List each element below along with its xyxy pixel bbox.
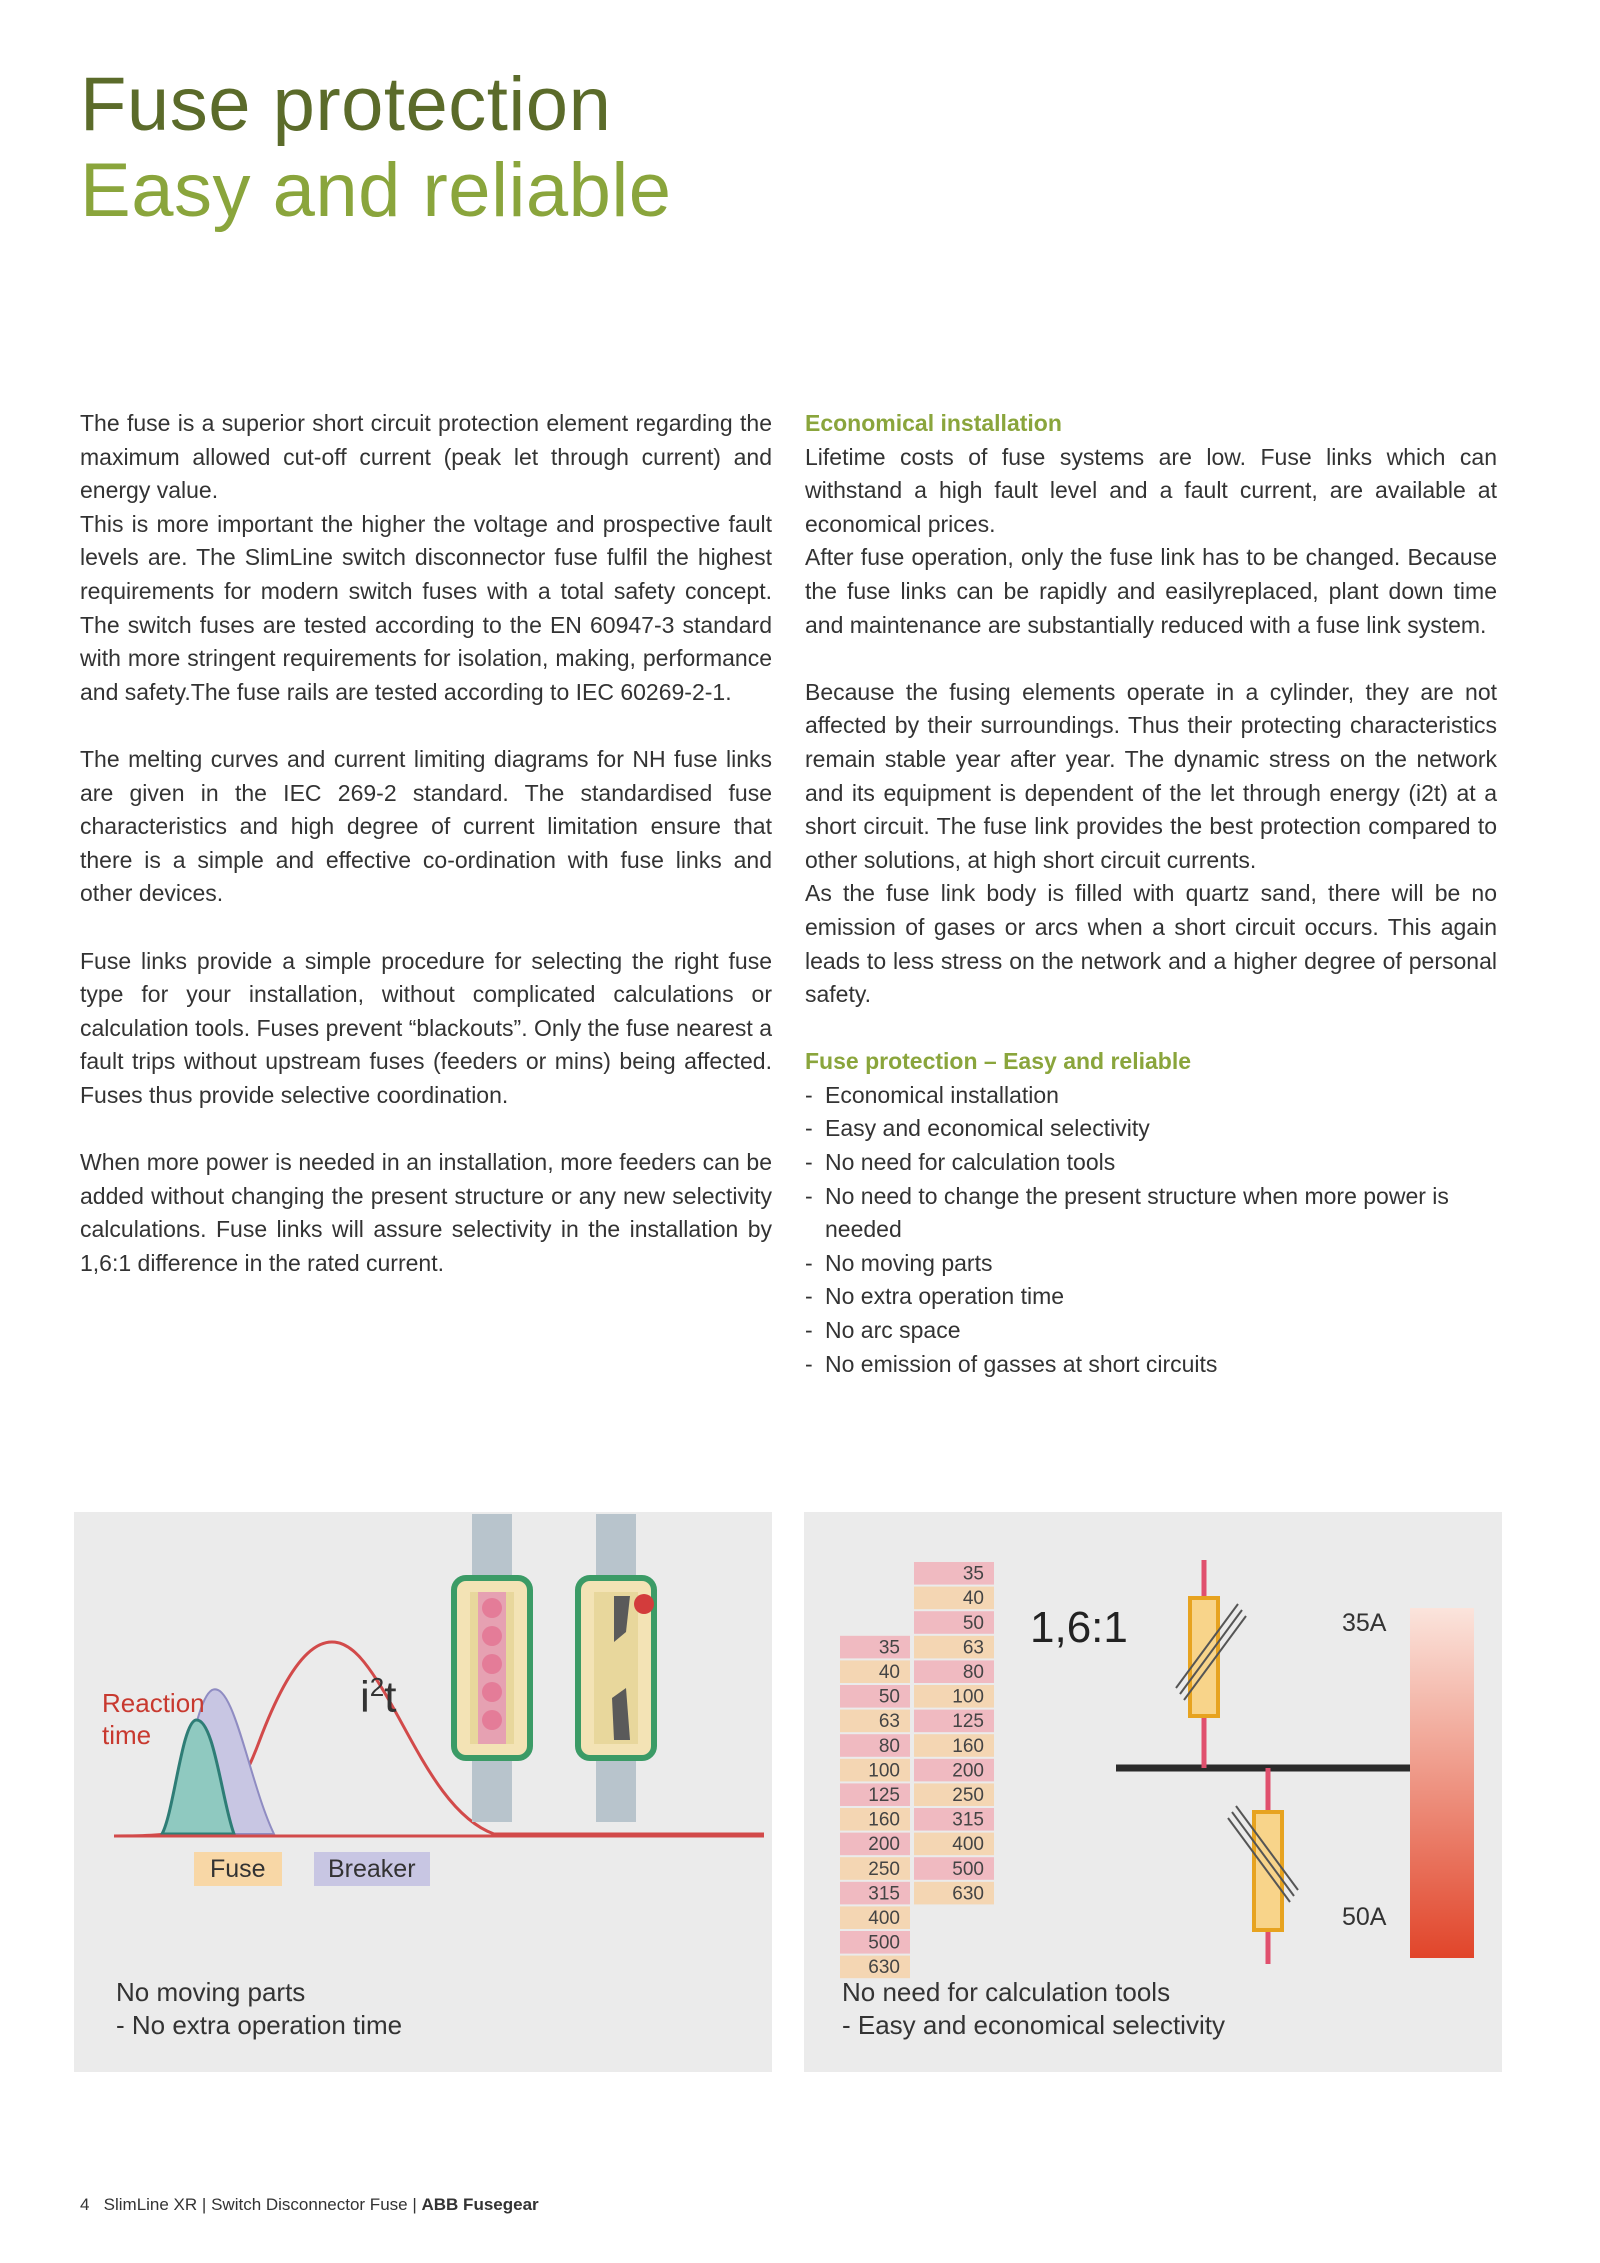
paragraph: When more power is needed in an installation, more feeders can be added without changing the present structure or any new selectivity calculations. Fuse links will assure selectivity in the installation by 1,6:1 difference in the rated current.: [80, 1149, 772, 1276]
right-rating-value: 630: [952, 1883, 984, 1905]
right-rating-value: 125: [952, 1711, 984, 1733]
footer-separator: |: [412, 2195, 417, 2214]
rating-table: [840, 1562, 994, 1978]
right-rating-value: 250: [952, 1785, 984, 1806]
list-item: - No arc space: [805, 1314, 1497, 1348]
reaction-label-line-1: Reaction: [102, 1688, 205, 1718]
left-rating-value: 500: [868, 1932, 900, 1954]
paragraph: This is more important the higher the voltage and prospective fault levels are. The SlimLine switch disconnector fuse fulfil the highest requirements for modern switch fuses with a total safety concept. The switch fuses are tested according to the EN 60947-3 standard with more stringent requirements for isolation, making, performance and safety.The fuse rails are tested according to IEC 60269-2-1.: [80, 510, 772, 705]
reaction-time-label: [102, 1687, 205, 1751]
list-item: - No extra operation time: [805, 1280, 1497, 1314]
breaker-label: Breaker: [314, 1852, 430, 1886]
right-rating-value: 63: [962, 1637, 984, 1659]
footer-separator: |: [201, 2195, 207, 2214]
list-item: - Easy and economical selectivity: [805, 1112, 1497, 1146]
paragraph: Because the fusing elements operate in a cylinder, they are not affected by their surroundings. Thus their protecting characteristics remain stable year after year. The dynamic stress on the network and its equipment is dependent of the let through energy (i2t) at a short circuit. The fuse link provides the best protection compared to other solutions, at high short circuit currents.: [805, 678, 1497, 873]
left-rating-value: 63: [878, 1711, 900, 1733]
left-rating-value: 125: [868, 1785, 900, 1806]
right-rating-value: 160: [952, 1735, 984, 1757]
brand-name: ABB Fusegear: [421, 2195, 539, 2214]
list-item: - No need to change the present structure when more power is needed: [805, 1180, 1497, 1247]
paragraph: The fuse is a superior short circuit protection element regarding the maximum allowed cut-off current (peak let through current) and energy value.: [80, 410, 772, 504]
right-rating-value: 40: [962, 1588, 984, 1610]
right-rating-value: 35: [962, 1563, 984, 1585]
fuse-lower-icon: [1228, 1806, 1298, 1930]
right-rating-value: 200: [952, 1760, 984, 1782]
selectivity-panel: [804, 1512, 1502, 2072]
caption-line-1: No need for calculation tools: [842, 1977, 1171, 2007]
left-rating-value: 630: [868, 1957, 900, 1979]
selectivity-ratio: 1,6:1: [1030, 1603, 1128, 1652]
paragraph: Lifetime costs of fuse systems are low. Fuse links which can withstand a high fault level and a fault current, are available at economical prices.: [805, 443, 1497, 537]
paragraph: The melting curves and current limiting diagrams for NH fuse links are given in the IEC 269-2 standard. The standardised fuse characteristics and high degree of current limitation ensure that there is a simple and effective co-ordination with fuse links and other devices.: [80, 745, 772, 907]
right-rating-value: 500: [952, 1858, 984, 1880]
benefit-list: [805, 1079, 1497, 1381]
caption-line-2: - Easy and economical selectivity: [842, 2010, 1225, 2040]
panel-caption: [842, 1976, 1225, 2042]
left-rating-value: 315: [868, 1883, 900, 1905]
document-name: Switch Disconnector Fuse: [211, 2195, 408, 2214]
page-title: [80, 62, 672, 234]
paragraph: Fuse links provide a simple procedure for selecting the right fuse type for your installation, without complicated calculations or calculation tools. Fuses prevent “blackouts”. Only the fuse nearest a fault trips without upstream fuses (feeders or mins) being affected. Fuses thus provide selective coordination.: [80, 947, 772, 1108]
left-rating-value: 250: [868, 1858, 900, 1880]
right-rating-value: 80: [962, 1662, 984, 1683]
caption-line-2: - No extra operation time: [116, 2010, 403, 2040]
list-item: - Economical installation: [805, 1079, 1497, 1113]
right-rating-value: 50: [962, 1612, 984, 1634]
left-rating-value: 200: [868, 1834, 900, 1856]
fuse-upper-icon: [1176, 1598, 1246, 1716]
panel-caption: [116, 1976, 402, 2042]
section-heading-economical: Economical installation: [805, 410, 1062, 436]
page-number: 4: [80, 2195, 90, 2214]
reaction-time-panel: [74, 1512, 772, 2072]
list-item: - No need for calculation tools: [805, 1146, 1497, 1180]
left-rating-value: 100: [868, 1760, 900, 1782]
left-rating-value: 50: [878, 1686, 900, 1708]
paragraph: As the fuse link body is filled with quartz sand, there will be no emission of gases or arcs when a short circuit occurs. This again leads to less stress on the network and a higher degree of personal safety.: [805, 880, 1497, 1008]
left-column: [80, 407, 772, 1314]
right-column: [805, 407, 1497, 1381]
fuse-label: Fuse: [194, 1852, 282, 1886]
title-line-2: Easy and reliable: [80, 148, 672, 233]
current-label-bottom: 50A: [1342, 1903, 1387, 1931]
fuse-link-blown-icon: [578, 1514, 654, 1822]
current-gradient-bar: [1410, 1608, 1474, 1958]
right-rating-value: 400: [952, 1834, 984, 1856]
list-item: - No moving parts: [805, 1247, 1497, 1281]
fuse-link-intact-icon: [454, 1514, 530, 1822]
product-name: SlimLine XR: [103, 2195, 198, 2214]
section-heading-fuse-protection: Fuse protection – Easy and reliable: [805, 1048, 1192, 1075]
i2t-label: [360, 1672, 397, 1722]
title-line-1: Fuse protection: [80, 62, 612, 147]
caption-line-1: No moving parts: [116, 1977, 306, 2007]
right-rating-value: 100: [952, 1686, 984, 1708]
left-rating-value: 400: [868, 1908, 900, 1929]
paragraph: After fuse operation, only the fuse link has to be changed. Because the fuse links can be rapidly and easilyreplaced, plant down time and maintenance are substantially reduced with a fuse link system.: [805, 544, 1497, 638]
list-item: - No emission of gasses at short circuits: [805, 1348, 1497, 1382]
i2t-superscript: 2: [369, 1672, 385, 1702]
i2t-tail: t: [384, 1672, 397, 1722]
page-footer: [80, 2195, 539, 2215]
left-rating-value: 80: [878, 1735, 900, 1757]
current-label-top: 35A: [1342, 1609, 1387, 1637]
left-rating-value: 160: [868, 1809, 900, 1831]
i2t-base: i: [360, 1672, 370, 1722]
left-rating-value: 35: [878, 1637, 900, 1659]
reaction-label-line-2: time: [102, 1720, 152, 1750]
right-rating-value: 315: [952, 1809, 984, 1831]
left-rating-value: 40: [878, 1662, 900, 1683]
